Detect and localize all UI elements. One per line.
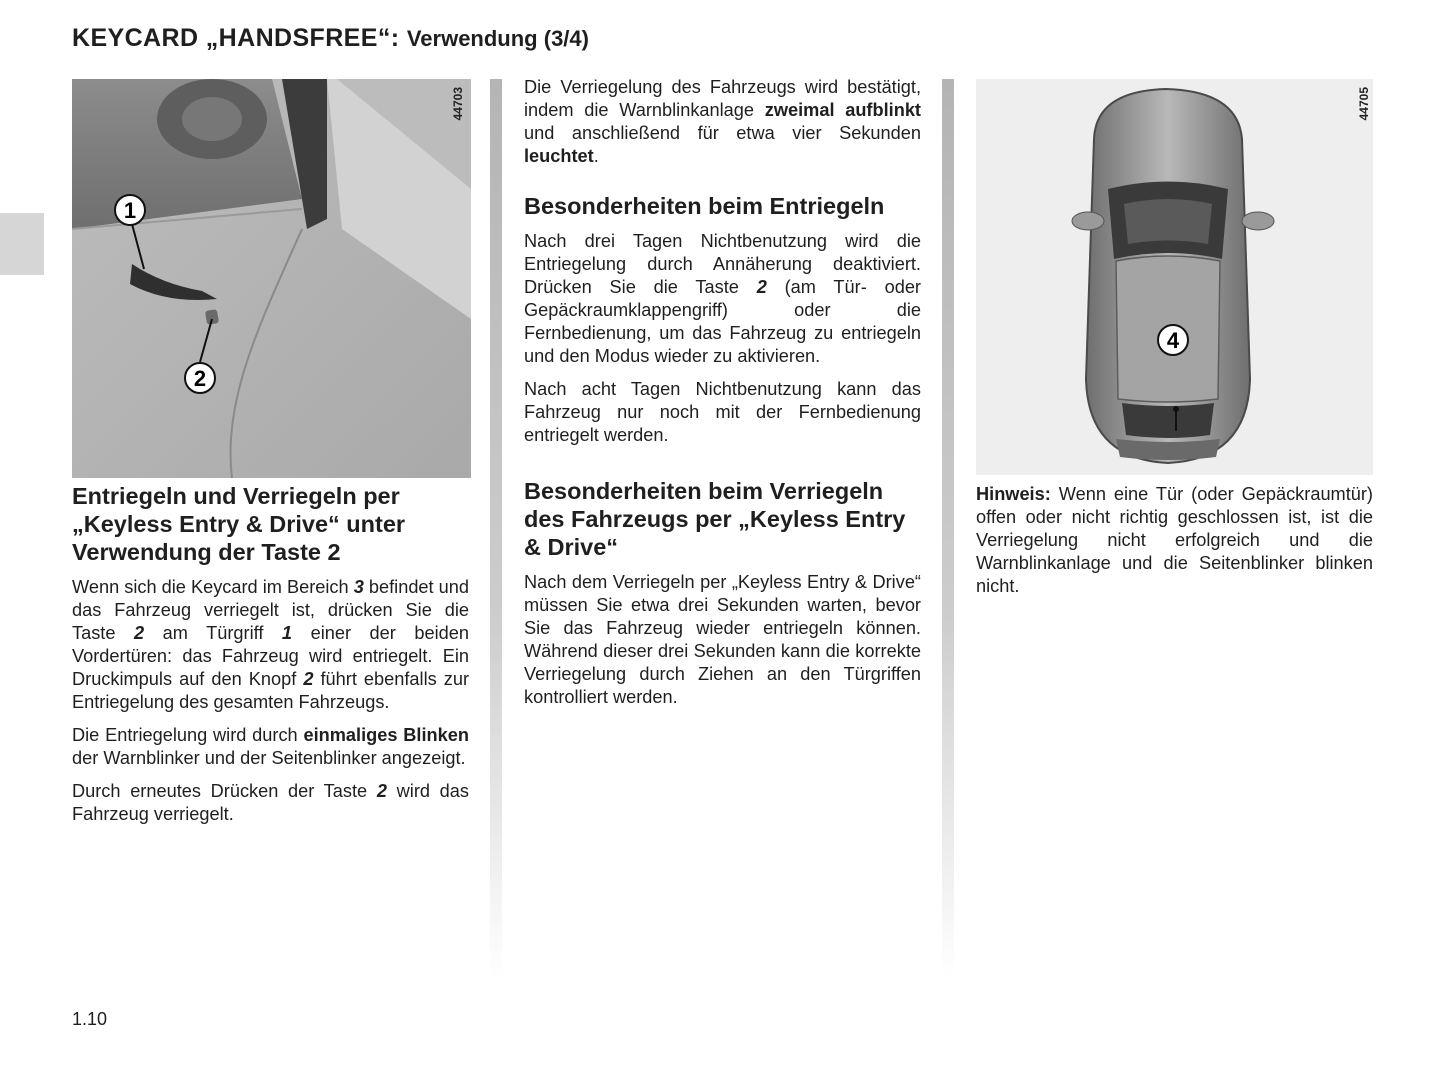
column-2 [524, 76, 921, 719]
callout-2: 2 [193, 366, 207, 391]
car-top-illustration [976, 79, 1373, 475]
paragraph: Nach acht Tagen Nichtbenutzung kann das Fahrzeug nur noch mit der Fernbedienung entriegelt werden. [524, 379, 921, 445]
section-heading: Besonderheiten beim Verriegeln des Fahrzeugs per „Keyless Entry & Drive“ [524, 478, 906, 560]
figure-number: 44703 [451, 87, 465, 121]
figure-number: 44705 [1357, 87, 1371, 121]
page-title [72, 24, 589, 53]
column-1 [72, 482, 469, 836]
section-heading: Besonderheiten beim Entriegeln [524, 193, 885, 219]
paragraph: Die Entriegelung wird durch einmaliges Blinken der Warnblinker und der Seitenblinker angezeigt. [72, 725, 469, 768]
left-mirror [1072, 212, 1104, 230]
paragraph: Durch erneutes Drücken der Taste 2 wird das Fahrzeug verriegelt. [72, 781, 469, 824]
car-top-figure [976, 79, 1373, 475]
note-label: Hinweis: [976, 484, 1051, 504]
callout-1: 1 [123, 198, 137, 223]
paragraph: Nach dem Verriegeln per „Keyless Entry & Drive“ müssen Sie etwa drei Sekunden warten, bevor Sie das Fahrzeug wieder entriegeln können. Während dieser drei Sekunden kann die korrekte Verriegelung durch Ziehen an den Türgriffen kontrolliert werden. [524, 572, 921, 707]
page-number: 1.10 [72, 1009, 108, 1029]
door-handle-illustration [72, 79, 471, 478]
rear-window [1122, 403, 1214, 438]
column-3 [976, 483, 1373, 608]
callout-4: 4 [1166, 328, 1180, 353]
title-main: KEYCARD „HANDSFREE“: [72, 24, 400, 52]
paragraph: Die Verriegelung des Fahrzeugs wird bestätigt, indem die Warnblinkanlage zweimal aufblinkt und anschließend für etwa vier Sekunden leuchtet. [524, 77, 921, 166]
right-mirror [1242, 212, 1274, 230]
paragraph: Wenn sich die Keycard im Bereich 3 befindet und das Fahrzeug verriegelt ist, drücken Sie die Taste 2 am Türgriff 1 einer der beiden Vordertüren: das Fahrzeug wird entriegelt. Ein Druckimpuls auf den Knopf 2 führt ebenfalls zur Entriegelung des gesamten Fahrzeugs. [72, 577, 470, 712]
title-subtitle: Verwendung (3/4) [406, 26, 589, 51]
column-divider [942, 79, 954, 979]
note-paragraph: Hinweis: Wenn eine Tür (oder Gepäckraumtür) offen oder nicht richtig geschlossen ist, ist die Verriegelung nicht erfolgreich und die Warnblinkanlage und die Seitenblinker blinken nicht. [976, 484, 1373, 596]
section-heading: Entriegeln und Verriegeln per „Keyless Entry & Drive“ unter Verwendung der Taste 2 [72, 483, 406, 565]
door-handle-figure [72, 79, 471, 478]
section-tab [0, 213, 44, 275]
column-divider [490, 79, 502, 979]
paragraph: Nach drei Tagen Nichtbenutzung wird die Entriegelung durch Annäherung deaktiviert. Drücken Sie die Taste 2 (am Tür- oder Gepäckraumklappengriff) oder die Fernbedienung, um das Fahrzeug zu entriegeln und den Modus wieder zu aktivieren. [524, 231, 921, 366]
